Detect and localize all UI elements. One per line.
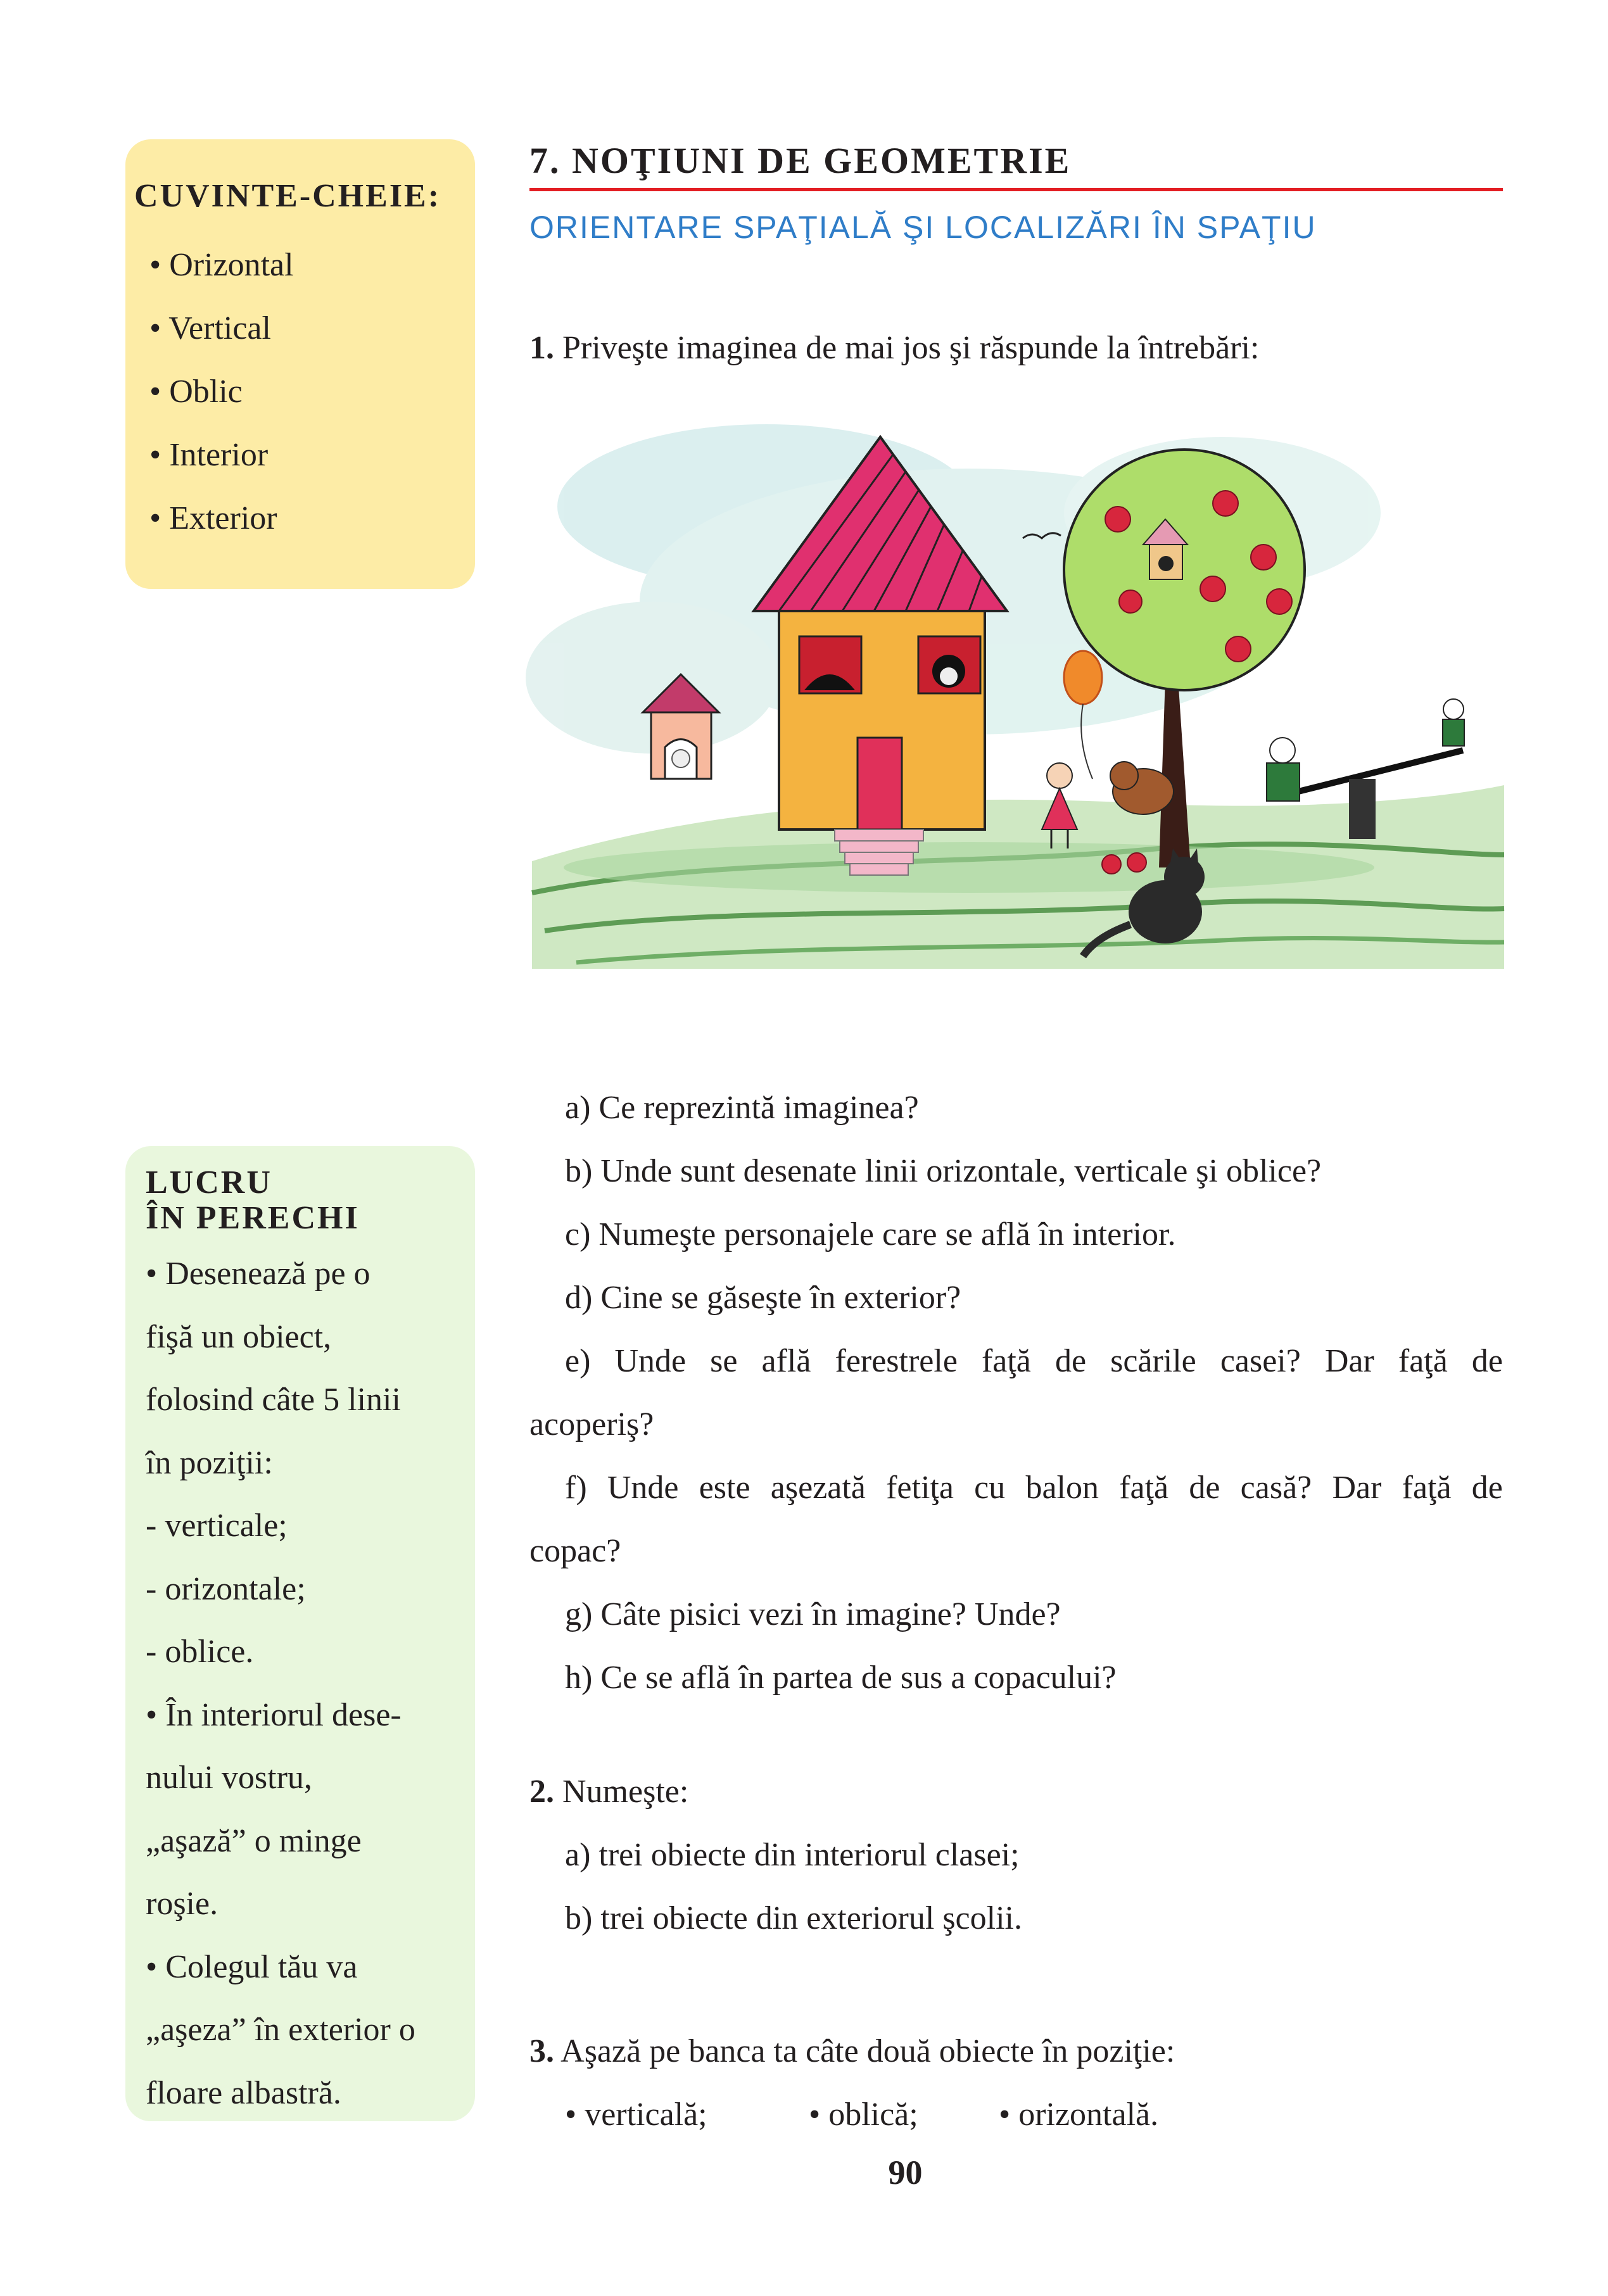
pair-work-line: „aşeza” în exterior o: [146, 2012, 415, 2048]
exercise-number: 3.: [529, 2033, 554, 2069]
question-g: g) Câte pisici vezi în imagine? Unde?: [565, 1596, 1061, 1632]
question-word: de: [1471, 1343, 1503, 1379]
position-item: • oblică;: [809, 2097, 918, 2133]
question-word: află: [761, 1343, 811, 1379]
keyword-item: • Exterior: [149, 500, 277, 536]
question-e-continued: acoperiş?: [529, 1406, 654, 1442]
watercolor-scene-illustration: [526, 412, 1507, 981]
pair-work-line: folosind câte 5 linii: [146, 1382, 401, 1418]
exercise-number: 2.: [529, 1774, 554, 1810]
exercise-3: [529, 2020, 1503, 2147]
question-e: [529, 1330, 1503, 1393]
question-word: faţă: [1398, 1343, 1448, 1379]
question-word: faţă: [1119, 1470, 1169, 1506]
question-word: Dar: [1332, 1470, 1382, 1506]
question-word: balon: [1025, 1470, 1099, 1506]
keyword-item: • Orizontal: [149, 247, 294, 283]
question-word: casă?: [1240, 1470, 1312, 1506]
question-word: scările: [1110, 1343, 1196, 1379]
question-word: se: [710, 1343, 738, 1379]
page-number: 90: [888, 2154, 923, 2192]
pair-work-box: [125, 1146, 475, 2121]
question-f-continued: copac?: [529, 1533, 621, 1569]
exercise-text: Aşază pe banca ta câte două obiecte în poziţie:: [560, 2033, 1175, 2069]
pair-work-line: • În interiorul dese-: [146, 1696, 402, 1733]
exercise-2-item-a: a) trei obiecte din interiorul clasei;: [565, 1837, 1020, 1873]
question-word: de: [1189, 1470, 1220, 1506]
exercise-text: Numeşte:: [562, 1774, 689, 1810]
pair-work-line: „aşază” o minge: [146, 1822, 362, 1859]
question-word: f): [565, 1470, 587, 1506]
keywords-list: [134, 234, 475, 550]
pair-work-line: roşie.: [146, 1886, 218, 1922]
question-word: casei?: [1220, 1343, 1301, 1379]
exercise-1-questions: [529, 1076, 1503, 1710]
question-word: faţă: [1402, 1470, 1452, 1506]
chapter-title: 7. NOŢIUNI DE GEOMETRIE: [529, 140, 1072, 181]
pair-work-line: • Colegul tău va: [146, 1948, 358, 1985]
keyword-item: • Vertical: [149, 310, 271, 346]
question-h: h) Ce se află în partea de sus a copacului?: [565, 1660, 1117, 1696]
pair-work-title: [146, 1165, 460, 1236]
pair-work-line: - orizontale;: [146, 1570, 306, 1607]
pair-work-line: fişă un obiect,: [146, 1318, 332, 1355]
question-word: de: [1054, 1343, 1087, 1379]
keywords-box: [125, 139, 475, 589]
pair-work-line: - oblice.: [146, 1634, 254, 1670]
question-word: este: [699, 1470, 750, 1506]
pair-work-line: floare albastră.: [146, 2074, 341, 2111]
question-a: a) Ce reprezintă imaginea?: [565, 1090, 919, 1126]
pair-work-line: - verticale;: [146, 1508, 288, 1544]
pair-work-title-line: LUCRU: [146, 1164, 272, 1201]
lesson-subtitle: ORIENTARE SPAŢIALĂ ŞI LOCALIZĂRI ÎN SPAŢIU: [529, 210, 1317, 245]
question-word: Dar: [1324, 1343, 1374, 1379]
keyword-item: • Interior: [149, 437, 269, 473]
question-d: d) Cine se găseşte în exterior?: [565, 1280, 961, 1316]
keyword-item: • Oblic: [149, 374, 243, 410]
title-rule: [529, 188, 1503, 191]
question-word: aşezată: [770, 1470, 866, 1506]
position-item: • orizontală.: [999, 2097, 1159, 2133]
question-f: [529, 1456, 1503, 1520]
question-word: cu: [974, 1470, 1006, 1506]
question-b: b) Unde sunt desenate linii orizontale, verticale şi oblice?: [565, 1153, 1322, 1189]
question-word: e): [565, 1343, 591, 1379]
exercise-1-prompt: [529, 329, 1259, 367]
question-c: c) Numeşte personajele care se află în interior.: [565, 1216, 1176, 1252]
question-word: ferestrele: [835, 1343, 958, 1379]
exercise-3-prompt: [529, 2020, 1503, 2083]
question-word: de: [1471, 1470, 1503, 1506]
pair-work-line: • Desenează pe o: [146, 1256, 370, 1292]
pair-work-line: în poziţii:: [146, 1444, 273, 1481]
exercise-number: 1.: [529, 330, 554, 366]
question-word: faţă: [981, 1343, 1031, 1379]
question-word: fetiţa: [886, 1470, 954, 1506]
question-word: Unde: [607, 1470, 679, 1506]
pair-work-title-line: ÎN PERECHI: [146, 1200, 360, 1236]
pair-work-line: nului vostru,: [146, 1760, 312, 1796]
exercise-2-item-b: b) trei obiecte din exteriorul şcolii.: [565, 1900, 1022, 1936]
exercise-text: Priveşte imaginea de mai jos şi răspunde la întrebări:: [562, 330, 1260, 366]
keywords-title: CUVINTE-CHEIE:: [134, 178, 441, 214]
exercise-2-prompt: [529, 1760, 1503, 1824]
position-item: • verticală;: [565, 2097, 707, 2133]
exercise-3-positions: [529, 2083, 1503, 2147]
exercise-2: [529, 1760, 1503, 1950]
question-word: Unde: [614, 1343, 687, 1379]
